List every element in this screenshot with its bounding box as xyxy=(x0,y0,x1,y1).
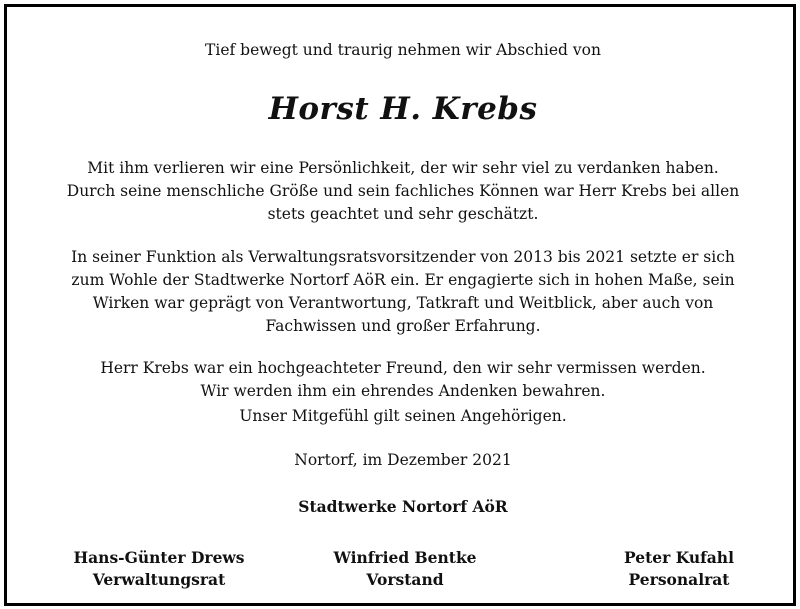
signer-3 xyxy=(559,547,799,591)
signer-2 xyxy=(285,547,525,591)
paragraph3-line2: Wir werden ihm ein ehrendes Andenken bewahren. xyxy=(200,382,606,400)
paragraph2-line4: Fachwissen und großer Erfahrung. xyxy=(265,317,541,335)
organization-name: Stadtwerke Nortorf AöR xyxy=(298,497,508,516)
intro-text: Tief bewegt und traurig nehmen wir Abschied von xyxy=(205,41,601,59)
paragraph2-line1: In seiner Funktion als Verwaltungsratsvorsitzender von 2013 bis 2021 setzte er sich xyxy=(71,248,735,266)
signer-role: Verwaltungsrat xyxy=(92,570,226,589)
signer-role: Personalrat xyxy=(628,570,730,589)
signer-name: Winfried Bentke xyxy=(333,548,477,567)
deceased-name: Horst H. Krebs xyxy=(268,91,538,127)
signer-role: Vorstand xyxy=(366,570,444,589)
paragraph2-line2: zum Wohle der Stadtwerke Nortorf AöR ein. Er engagierte sich in hohen Maße, sein xyxy=(71,271,735,289)
place-date: Nortorf, im Dezember 2021 xyxy=(294,451,512,469)
signer-name: Hans-Günter Drews xyxy=(73,548,245,567)
signer-1 xyxy=(39,547,279,591)
paragraph3-line3: Unser Mitgefühl gilt seinen Angehörigen. xyxy=(239,407,567,425)
paragraph1-line2: Durch seine menschliche Größe und sein fachliches Können war Herr Krebs bei allen xyxy=(66,182,740,200)
paragraph1-line1: Mit ihm verlieren wir eine Persönlichkeit, der wir sehr viel zu verdanken haben. xyxy=(87,159,719,177)
paragraph2-line3: Wirken war geprägt von Verantwortung, Tatkraft und Weitblick, aber auch von xyxy=(92,294,714,312)
paragraph3-line1: Herr Krebs war ein hochgeachteter Freund, den wir sehr vermissen werden. xyxy=(100,359,706,377)
signer-name: Peter Kufahl xyxy=(624,548,734,567)
obituary-notice xyxy=(4,4,796,606)
paragraph1-line3: stets geachtet und sehr geschätzt. xyxy=(267,205,539,223)
